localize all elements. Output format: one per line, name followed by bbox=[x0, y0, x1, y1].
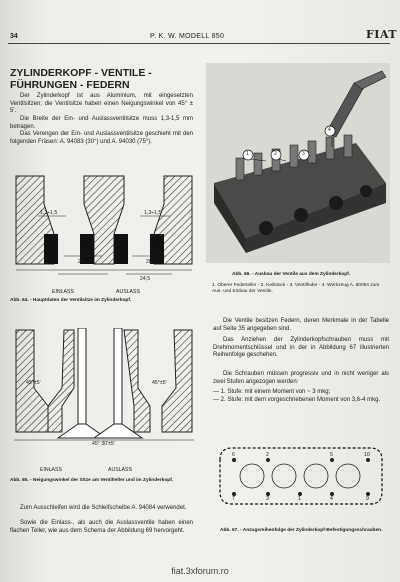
figure-66-photo bbox=[206, 63, 390, 263]
paragraph-intro: Der Zylinderkopf ist aus Aluminium, mit eingesetzten Ventilsitzen; die Ventilsitze haben einen Neigungswinkel von 45° ± 5'. bbox=[10, 93, 193, 115]
bolt-2: 2 bbox=[266, 452, 269, 458]
watermark-footer: fiat.3xforum.ro bbox=[171, 566, 229, 576]
header-rule bbox=[8, 43, 390, 44]
angle-left-label: 45°±5' bbox=[26, 380, 41, 386]
paragraph-springs: Die Ventile besitzen Federn, deren Merkmale in der Tabelle auf Seite 35 angegeben sind. bbox=[213, 318, 389, 332]
angle-right-label: 45°±5' bbox=[152, 380, 167, 386]
callout-3: 3 bbox=[302, 151, 305, 157]
fig66-legend: 1. Oberer Federteller - 2. Keilstück - 3. Ventilfeder - 4. Werkzeug A. 60084 zum Aus- und Einbau der Ventile. bbox=[212, 283, 380, 294]
dim-24-5: 24,5 bbox=[140, 276, 151, 282]
callout-2: 2 bbox=[274, 151, 277, 157]
fig65-caption: Abb. 65. - Neigungswinkel der Sitze am Ventilteller und im Zylinderkopf. bbox=[10, 478, 174, 483]
bolt-9: 9 bbox=[366, 496, 369, 502]
fig65-label-einlass: EINLASS bbox=[40, 467, 62, 473]
bolt-10: 10 bbox=[364, 452, 370, 458]
bolt-5: 5 bbox=[330, 452, 333, 458]
cylinder-head-photo bbox=[206, 63, 390, 263]
paragraph-torque: Das Anziehen der Zylinderkopfschrauben muss mit Drehmomentschlüssel und in der in Abbildung 67 illustrierten Reihenfolge geschehen. bbox=[213, 337, 389, 359]
page-number: 34 bbox=[10, 33, 18, 40]
paragraph-progressive: Die Schrauben müssen progressiv und in nicht weniger als zwei Stufen angezogen werden: bbox=[213, 371, 389, 385]
dim-28: 28 bbox=[146, 259, 152, 265]
valve-angle-diagram bbox=[14, 328, 194, 452]
bolt-1: 1 bbox=[298, 496, 301, 502]
fig67-caption: Abb. 67. - Anzugsreihenfolge der Zylinderkopf-Befestigungsschrauben. bbox=[220, 528, 383, 533]
running-title: P. K. W. MODELL 850 bbox=[150, 33, 225, 40]
bolt-4: 4 bbox=[330, 496, 333, 502]
angle-bottom-label: 45° 30'±5' bbox=[92, 441, 115, 447]
paragraph-grinding: Zum Ausschleifen wird die Schleifscheibe A. 94084 verwendet. bbox=[20, 505, 187, 511]
fiat-logo: FIAT bbox=[366, 28, 398, 41]
step-2: — 2. Stufe: mit dem vorgeschriebenen Moment von 3,6-4 mkg. bbox=[213, 396, 381, 403]
figure-67 bbox=[212, 440, 390, 512]
fig64-caption: Abb. 64. - Hauptdaten der Ventilsitze im Zylinderkopf. bbox=[10, 298, 132, 303]
fig64-label-einlass: EINLASS bbox=[52, 289, 74, 295]
section-title: ZYLINDERKOPF - VENTILE - FÜHRUNGEN - FEDERN bbox=[10, 67, 152, 91]
dim-24: 24 bbox=[78, 259, 84, 265]
figure-65 bbox=[14, 328, 194, 452]
callout-1: 1 bbox=[246, 151, 249, 157]
bolt-3: 3 bbox=[266, 496, 269, 502]
bolt-6: 6 bbox=[232, 452, 235, 458]
fig64-label-auslass: AUSLASS bbox=[116, 289, 140, 295]
paragraph-valve-heads: Sowie die Einlass-, als auch die Auslassventile haben einen flachen Teller, wie aus dem Schema der Abbildung 69 hervorgeht. bbox=[10, 520, 193, 534]
paragraph-milling: Das Verengen der Ein- und Auslassventilsitze geschieht mit den folgenden Fräsen: A. 94083 (30°) und A. 94030 (75°). bbox=[10, 131, 193, 145]
torque-steps bbox=[213, 389, 388, 404]
step-1: — 1. Stufe: mit einem Moment von ~ 3 mkg; bbox=[213, 389, 331, 395]
paragraph-seat-width: Die Breite der Ein- und Auslassventilsitze muss 1,3-1,5 mm betragen. bbox=[10, 116, 193, 130]
callout-4: 4 bbox=[328, 127, 331, 133]
bolt-7: 7 bbox=[232, 496, 235, 502]
bolt-sequence-diagram bbox=[212, 440, 390, 512]
fig66-caption: Abb. 66. - Ausbau der Ventile aus dem Zylinderkopf. bbox=[232, 272, 351, 277]
fig65-label-auslass: AUSLASS bbox=[108, 467, 132, 473]
dim-seat-width-left: 1,3÷1,5 bbox=[40, 210, 58, 216]
valve-seat-diagram bbox=[14, 174, 194, 286]
figure-64 bbox=[14, 174, 194, 286]
dim-seat-width-right: 1,3÷1,5 bbox=[144, 210, 162, 216]
